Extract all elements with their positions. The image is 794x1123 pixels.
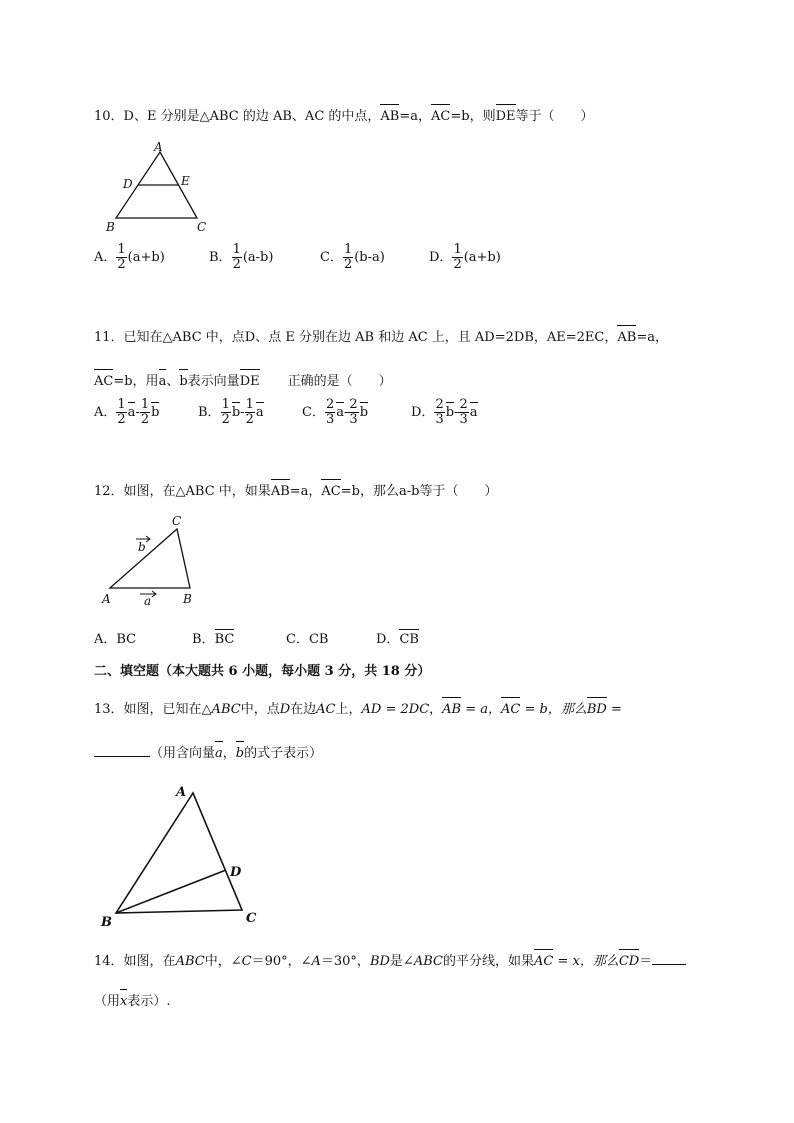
- vector-cd: CD: [619, 952, 639, 972]
- q10-option-c[interactable]: C． $\frac{1}{2}$ (b-a): [320, 242, 385, 272]
- q10-label-e: E: [181, 174, 190, 188]
- q11-number: 11．: [94, 330, 124, 345]
- q14-number: 14．: [94, 954, 124, 969]
- q13-triangle-figure: [96, 780, 266, 930]
- vector-de: DE: [496, 107, 516, 127]
- q13-stem-line1: 13．如图，已知在△ABC中，点D在边AC上，AD = 2DC，AB = a，AC = b，那么BD =: [94, 700, 622, 720]
- q12-option-d[interactable]: D．CB: [376, 632, 419, 647]
- q14-stem-line1: 14．如图，在ABC中，∠C＝90°，∠A＝30°，BD是∠ABC的平分线，如果AC = x，那么CD＝: [94, 950, 686, 972]
- q10-option-b[interactable]: B． $\frac{1}{2}$ (a-b): [209, 242, 274, 272]
- q13-label-a: A: [176, 785, 187, 800]
- q10-stem: 10．D、E 分别是△ABC 的边 AB、AC 的中点，AB=a，AC=b，则DE等于（ ）: [94, 107, 594, 127]
- vector-ab: AB: [442, 700, 461, 720]
- q11-option-a[interactable]: A． $\frac{1}{2}$ a- $\frac{1}{2}$ b: [94, 397, 160, 427]
- q14-answer-blank[interactable]: [652, 950, 686, 965]
- q12-option-b[interactable]: B．BC: [192, 632, 235, 647]
- vector-bd: BD: [587, 700, 607, 720]
- q14-stem-line2: （用x表示）.: [94, 992, 171, 1012]
- vector-ac: AC: [321, 482, 340, 502]
- q11-stem-line2: AC=b，用a、b表示向量DE 正确的是（ ）: [94, 372, 392, 392]
- q13-label-b: B: [101, 915, 112, 930]
- q10-label-c: C: [197, 220, 207, 234]
- q12-option-a[interactable]: A．BC: [94, 632, 137, 647]
- q13-triangle: [116, 793, 242, 913]
- q13-answer-blank[interactable]: [94, 742, 150, 757]
- q11-option-c[interactable]: C． $\frac{2}{3}$ a- $\frac{2}{3}$ b: [302, 397, 369, 427]
- vector-ab: AB: [617, 328, 636, 348]
- q12-label-a-vec: a: [144, 594, 152, 608]
- q13-number: 13．: [94, 702, 124, 717]
- vector-ac: AC: [501, 700, 520, 720]
- q11-option-b[interactable]: B． $\frac{1}{2}$ b- $\frac{1}{2}$ a: [198, 397, 264, 427]
- q12-label-a: A: [102, 592, 111, 606]
- q12-triangle: [110, 529, 190, 588]
- q10-triangle-figure: [100, 138, 215, 238]
- q10-label-a: A: [154, 140, 163, 154]
- q13-label-d: D: [230, 865, 242, 880]
- q10-option-a[interactable]: A． $\frac{1}{2}$ (a+b): [94, 242, 165, 272]
- q12-label-b: B: [183, 592, 192, 606]
- q10-label-d: D: [123, 177, 133, 191]
- q12-label-c: C: [172, 514, 182, 528]
- section-title: 二、填空题（本大题共 6 小题，每小题 3 分，共 18 分）: [94, 664, 431, 679]
- q12-stem: 12．如图，在△ABC 中，如果AB=a，AC=b，那么a-b等于（ ）: [94, 482, 497, 502]
- vector-ac: AC: [534, 952, 553, 972]
- q13-label-c: C: [246, 911, 257, 926]
- q11-stem-line1: 11．已知在△ABC 中，点D、点 E 分别在边 AB 和边 AC 上，且 AD=2DB，AE=2EC，AB=a，: [94, 328, 668, 348]
- vector-ac: AC: [94, 372, 113, 392]
- q10-number: 10．: [94, 109, 124, 124]
- vector-ac: AC: [431, 107, 450, 127]
- q12-option-c[interactable]: C．CB: [286, 632, 329, 647]
- vector-ab: AB: [271, 482, 290, 502]
- q10-option-d[interactable]: D． $\frac{1}{2}$ (a+b): [429, 242, 501, 272]
- q12-label-b-vec: b: [138, 540, 146, 554]
- q12-triangle-figure: [100, 512, 210, 612]
- q11-option-d[interactable]: D． $\frac{2}{3}$ b- $\frac{2}{3}$ a: [411, 397, 478, 427]
- q13-stem-line2: （用含向量a，b的式子表示）: [94, 742, 322, 764]
- vector-ab: AB: [380, 107, 399, 127]
- q12-number: 12．: [94, 484, 124, 499]
- q10-label-b: B: [106, 220, 115, 234]
- vector-de: DE: [240, 372, 260, 392]
- q13-segment-bd: [116, 870, 226, 913]
